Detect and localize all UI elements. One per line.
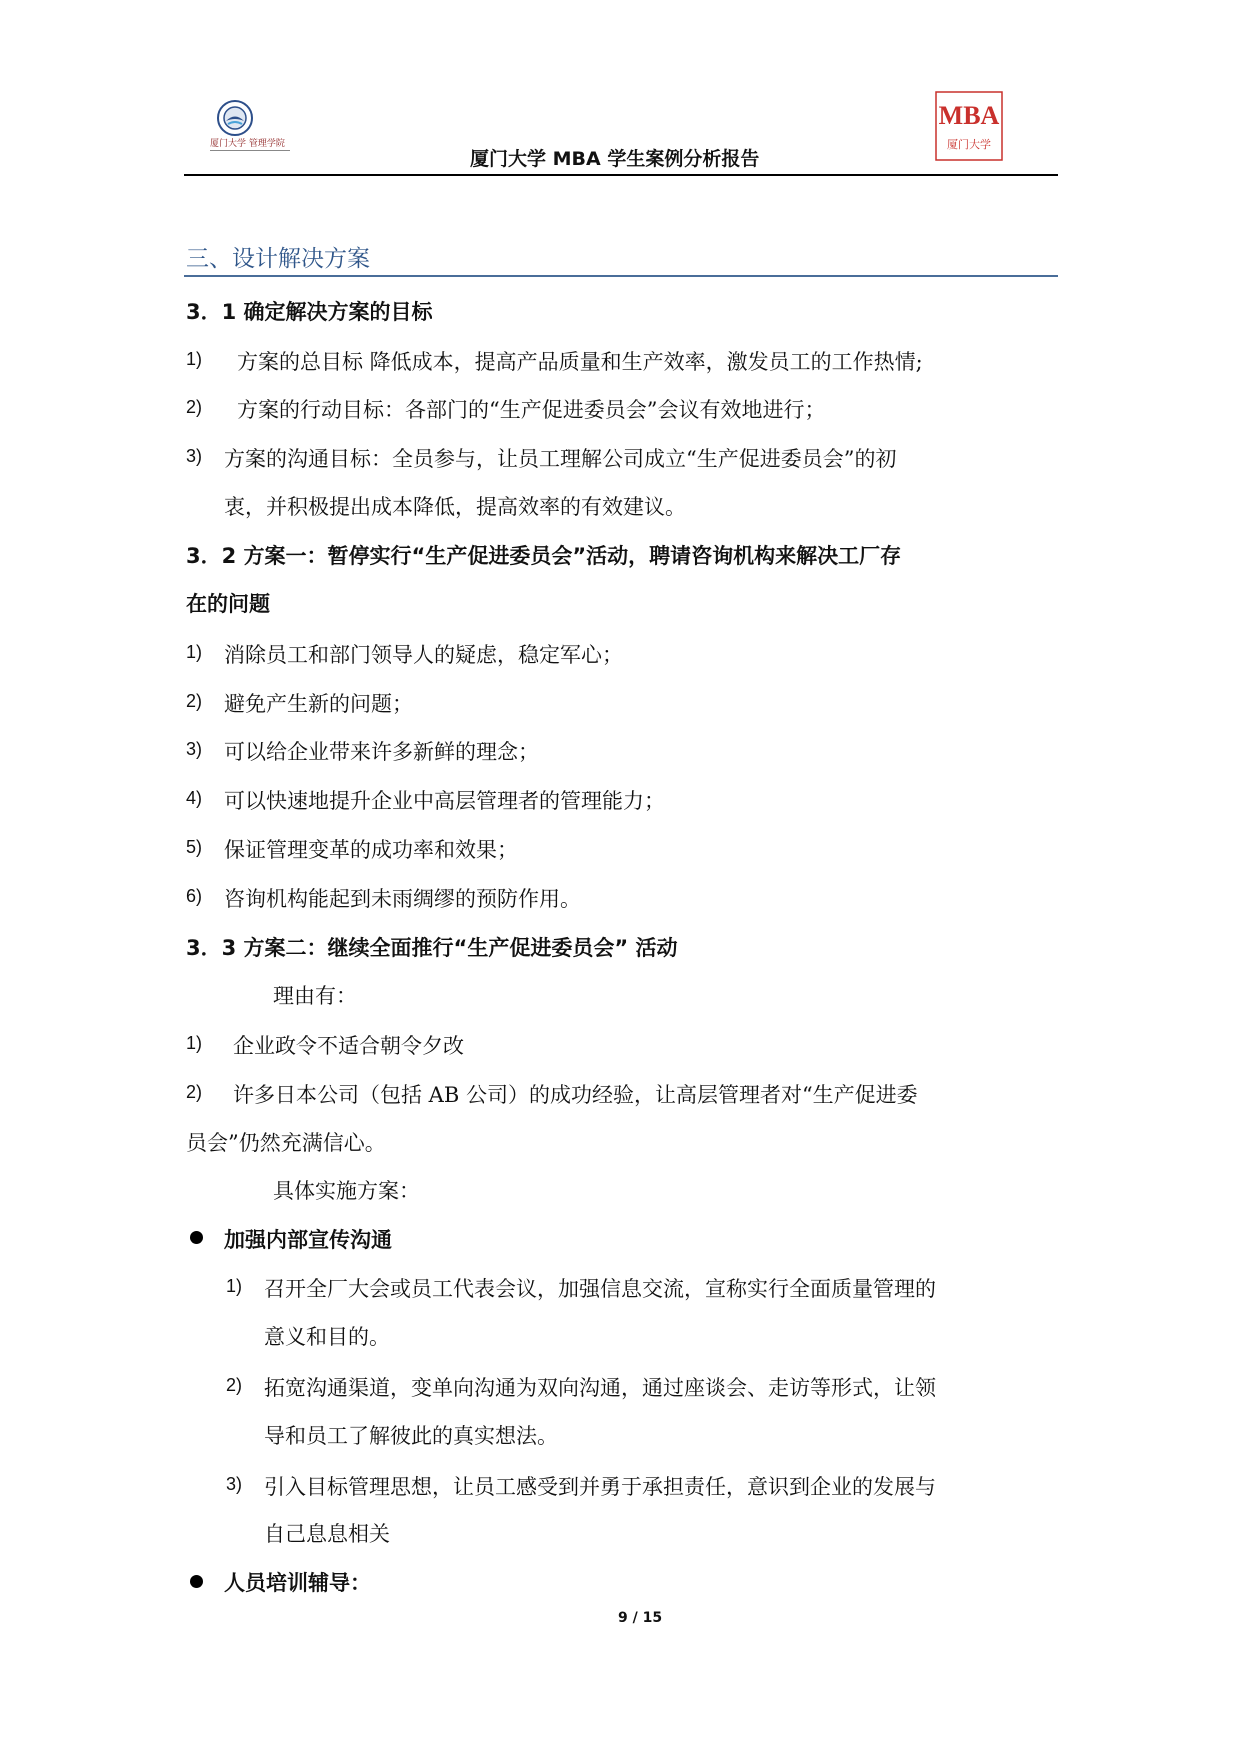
s31-heading: 3．1 确定解决方案的目标 bbox=[186, 300, 433, 324]
svg-text:厦门大学 管理学院: 厦门大学 管理学院 bbox=[210, 139, 285, 149]
s31-item-2-num: 2) bbox=[186, 397, 203, 417]
s32-item-6-text: 咨询机构能起到未雨绸缪的预防作用。 bbox=[224, 887, 581, 911]
bullet2-title: 人员培训辅导： bbox=[224, 1571, 371, 1595]
s33-reason-2-text: 许多日本公司（包括 AB 公司）的成功经验，让高层管理者对“生产促进委 bbox=[233, 1083, 918, 1107]
section-title: 三、设计解决方案 bbox=[186, 246, 370, 272]
s32-item-2-text: 避免产生新的问题； bbox=[224, 692, 413, 716]
s33-reason-label: 理由有： bbox=[273, 984, 357, 1008]
bullet1-item-2-text: 拓宽沟通渠道，变单向沟通为双向沟通，通过座谈会、走访等形式，让领 bbox=[264, 1376, 936, 1400]
s32-item-1-num: 1) bbox=[186, 642, 203, 662]
s32-heading-cont: 在的问题 bbox=[186, 592, 270, 616]
bullet1-item-3-num: 3) bbox=[226, 1474, 243, 1494]
s32-item-2-num: 2) bbox=[186, 691, 203, 711]
s33-reason-2-cont: 员会”仍然充满信心。 bbox=[186, 1131, 386, 1155]
s32-item-6-num: 6) bbox=[186, 886, 203, 906]
s31-item-3-cont: 衷，并积极提出成本降低，提高效率的有效建议。 bbox=[224, 495, 686, 519]
bullet-dot-icon bbox=[190, 1231, 203, 1244]
s31-item-3-num: 3) bbox=[186, 446, 203, 466]
bullet1-item-1-text: 召开全厂大会或员工代表会议，加强信息交流，宣称实行全面质量管理的 bbox=[264, 1277, 936, 1301]
xmu-school-logo bbox=[210, 98, 300, 158]
bullet1-item-3-text: 引入目标管理思想，让员工感受到并勇于承担责任，意识到企业的发展与 bbox=[264, 1475, 936, 1499]
mba-logo bbox=[934, 90, 1004, 162]
s32-item-5-num: 5) bbox=[186, 837, 203, 857]
s32-item-5-text: 保证管理变革的成功率和效果； bbox=[224, 838, 518, 862]
s32-heading: 3．2 方案一：暂停实行“生产促进委员会”活动，聘请咨询机构来解决工厂存 bbox=[186, 544, 902, 568]
bullet1-item-1-num: 1) bbox=[226, 1276, 243, 1296]
s33-plan-label: 具体实施方案： bbox=[273, 1179, 420, 1203]
s33-reason-2-num: 2) bbox=[186, 1082, 203, 1102]
section-divider bbox=[184, 275, 1058, 277]
s33-reason-1-num: 1) bbox=[186, 1033, 203, 1053]
s31-item-1-text: 方案的总目标 降低成本，提高产品质量和生产效率，激发员工的工作热情; bbox=[237, 350, 923, 374]
bullet1-item-2-num: 2) bbox=[226, 1375, 243, 1395]
svg-text:厦门大学: 厦门大学 bbox=[947, 138, 991, 151]
s32-item-4-text: 可以快速地提升企业中高层管理者的管理能力； bbox=[224, 789, 665, 813]
s32-item-4-num: 4) bbox=[186, 788, 203, 808]
header-title: 厦门大学 MBA 学生案例分析报告 bbox=[470, 148, 760, 170]
svg-text:MBA: MBA bbox=[938, 101, 1000, 130]
s31-item-1-num: 1) bbox=[186, 349, 203, 369]
page-number: 9 / 15 bbox=[618, 1610, 663, 1626]
s32-item-3-num: 3) bbox=[186, 739, 203, 759]
s32-item-1-text: 消除员工和部门领导人的疑虑，稳定军心； bbox=[224, 643, 623, 667]
bullet-dot-icon bbox=[190, 1575, 203, 1588]
bullet1-item-1-cont: 意义和目的。 bbox=[264, 1325, 390, 1349]
s33-heading: 3．3 方案二：继续全面推行“生产促进委员会” 活动 bbox=[186, 936, 678, 960]
s31-item-2-text: 方案的行动目标：各部门的“生产促进委员会”会议有效地进行； bbox=[237, 398, 826, 422]
s32-item-3-text: 可以给企业带来许多新鲜的理念； bbox=[224, 740, 539, 764]
bullet1-item-2-cont: 导和员工了解彼此的真实想法。 bbox=[264, 1424, 558, 1448]
header-divider bbox=[184, 174, 1058, 176]
s33-reason-1-text: 企业政令不适合朝令夕改 bbox=[233, 1034, 464, 1058]
bullet1-item-3-cont: 自己息息相关 bbox=[264, 1522, 390, 1546]
bullet1-title: 加强内部宣传沟通 bbox=[224, 1228, 392, 1252]
s31-item-3-text: 方案的沟通目标：全员参与，让员工理解公司成立“生产促进委员会”的初 bbox=[224, 447, 897, 471]
